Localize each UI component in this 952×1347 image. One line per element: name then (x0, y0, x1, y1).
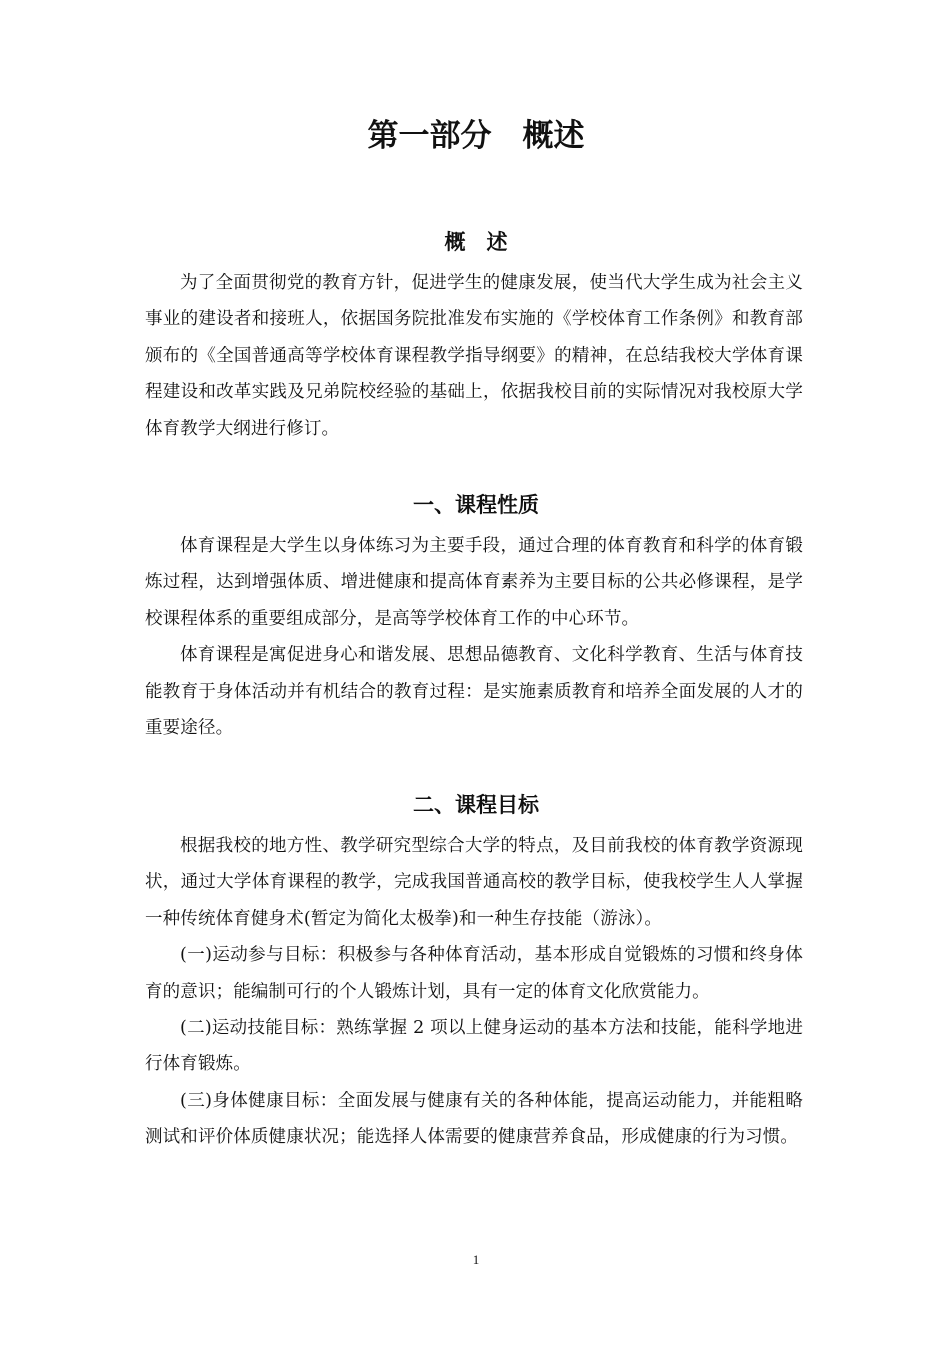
paragraph: 为了全面贯彻党的教育方针，促进学生的健康发展，使当代大学生成为社会主义事业的建设者和接班人，依据国务院批准发布实施的《学校体育工作条例》和教育部颁布的《全国普通高等学校体育课程教学指导纲要》的精神，在总结我校大学体育课程建设和改革实践及兄弟院校经验的基础上，依据我校目前的实际情况对我校原大学体育教学大纲进行修订。 (145, 273, 803, 439)
paragraph: (一)运动参与目标：积极参与各种体育活动，基本形成自觉锻炼的习惯和终身体育的意识；能编制可行的个人锻炼计划，具有一定的体育文化欣赏能力。 (145, 945, 803, 1002)
paragraph: 体育课程是大学生以身体练习为主要手段，通过合理的体育教育和科学的体育锻炼过程，达到增强体质、增进健康和提高体育素养为主要目标的公共必修课程，是学校课程体系的重要组成部分，是高等学校体育工作的中心环节。 (145, 536, 803, 629)
section-body-course-goals (145, 828, 803, 1156)
paragraph: 根据我校的地方性、教学研究型综合大学的特点，及目前我校的体育教学资源现状，通过大学体育课程的教学，完成我国普通高校的教学目标，使我校学生人人掌握一种传统体育健身术(暂定为简化太极拳)和一种生存技能（游泳）。 (145, 836, 803, 929)
page-number: 1 (472, 1252, 480, 1267)
section-body-course-nature (145, 528, 803, 746)
paragraph: (三)身体健康目标：全面发展与健康有关的各种体能，提高运动能力，并能粗略测试和评价体质健康状况；能选择人体需要的健康营养食品，形成健康的行为习惯。 (145, 1090, 803, 1148)
section-heading-course-nature: 一、课程性质 (413, 493, 539, 517)
section-heading-overview: 概 述 (444, 230, 508, 254)
section-body-overview (145, 265, 803, 447)
part-title: 第一部分 概述 (367, 118, 585, 154)
paragraph: 体育课程是寓促进身心和谐发展、思想品德教育、文化科学教育、生活与体育技能教育于身体活动并有机结合的教育过程：是实施素质教育和培养全面发展的人才的重要途径。 (145, 645, 803, 739)
section-heading-course-goals: 二、课程目标 (413, 793, 539, 817)
paragraph: (二)运动技能目标：熟练掌握 2 项以上健身运动的基本方法和技能，能科学地进行体育锻炼。 (145, 1018, 803, 1075)
